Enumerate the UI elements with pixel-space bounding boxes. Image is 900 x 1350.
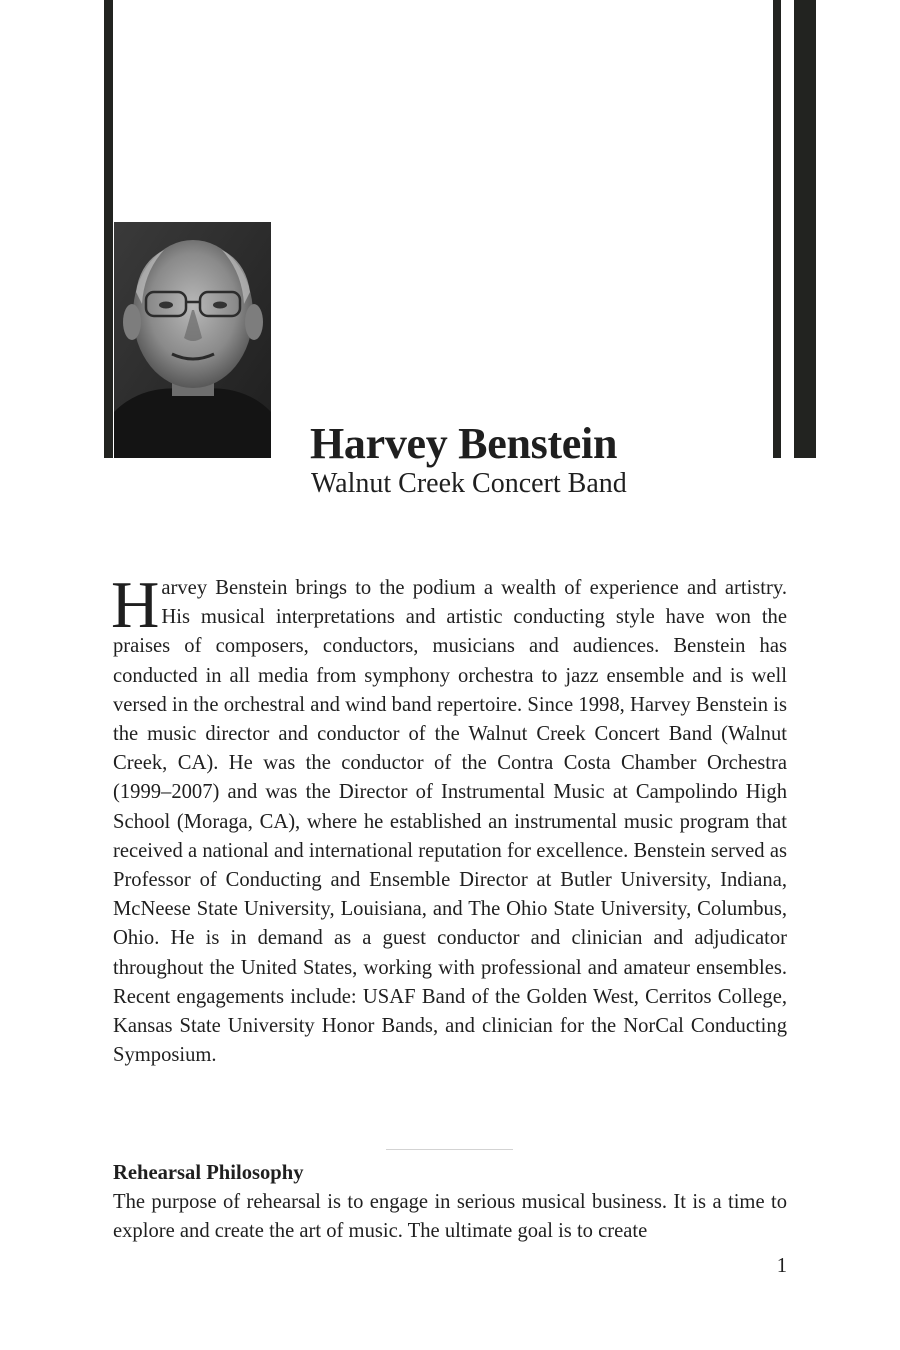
drop-cap: H: [111, 568, 160, 642]
portrait-photo: [114, 222, 271, 458]
person-affiliation: Walnut Creek Concert Band: [311, 468, 627, 499]
page-number: 1: [776, 1255, 787, 1277]
biography-paragraph: [111, 568, 787, 1070]
person-name: Harvey Benstein: [310, 419, 618, 468]
section-divider: [386, 1149, 513, 1150]
rehearsal-philosophy-heading: Rehearsal Philosophy: [113, 1162, 304, 1184]
rehearsal-philosophy-text: The purpose of rehearsal is to engage in serious musical business. It is a time to explore and create the art of music. The ultimate goal is to create: [113, 1191, 787, 1243]
biography-text: arvey Benstein brings to the podium a wealth of experience and artistry. His musical interpretations and artistic conducting style have won the praises of composers, conductors, musicians and audiences. Benstein has conducted in all media from symphony orchestra to jazz ensemble and is well versed in the orchestral and wind band repertoire. Since 1998, Harvey Benstein is the music director and conductor of the Walnut Creek Concert Band (Walnut Creek, CA). He was the conductor of the Contra Costa Chamber Orchestra (1999–2007) and was the Director of Instrumental Music at Campolindo High School (Moraga, CA), where he established an instrumental music program that received a national and international reputation for excellence. Benstein served as Professor of Conducting and Ensemble Director at Butler University, Indiana, McNeese State University, Louisiana, and The Ohio State University, Columbus, Ohio. He is in demand as a guest conductor and clinician and adjudicator throughout the United States, working with professional and amateur ensembles. Recent engagements include: USAF Band of the Golden West, Cerritos College, Kansas State University Honor Bands, and clinician for the NorCal Conducting Symposium.: [113, 577, 787, 1067]
left-decorative-bar: [104, 0, 113, 458]
right-decorative-bar-thick: [794, 0, 816, 458]
right-decorative-bar-thin: [773, 0, 781, 458]
